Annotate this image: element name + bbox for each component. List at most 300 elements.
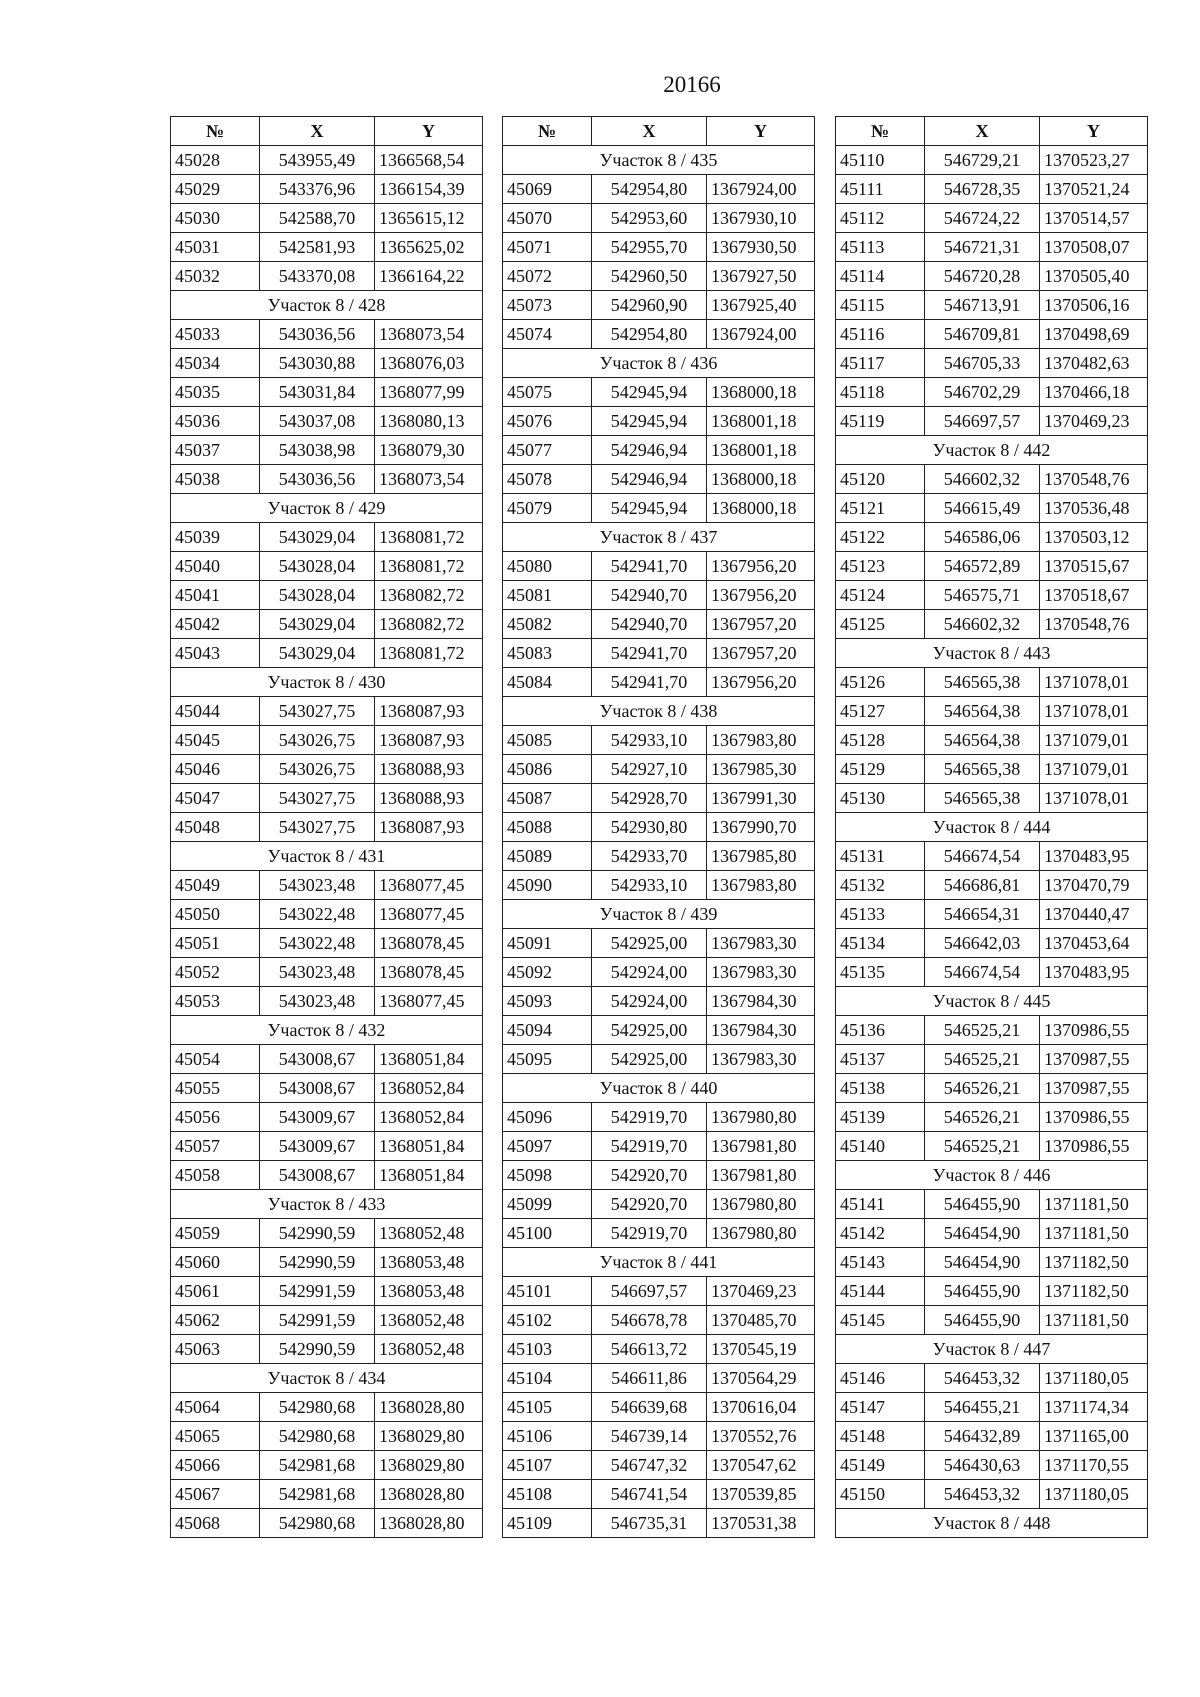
point-number-cell: 45113 bbox=[836, 233, 925, 262]
y-coordinate-cell: 1370531,38 bbox=[707, 1509, 815, 1538]
table-row bbox=[503, 262, 815, 291]
y-coordinate-cell: 1368001,18 bbox=[707, 436, 815, 465]
point-number-cell: 45063 bbox=[171, 1335, 260, 1364]
x-coordinate-cell: 542991,59 bbox=[260, 1277, 375, 1306]
x-coordinate-cell: 543028,04 bbox=[260, 581, 375, 610]
x-coordinate-cell: 543029,04 bbox=[260, 610, 375, 639]
x-coordinate-cell: 543036,56 bbox=[260, 320, 375, 349]
y-coordinate-cell: 1371181,50 bbox=[1040, 1190, 1148, 1219]
x-coordinate-cell: 546654,31 bbox=[925, 900, 1040, 929]
x-coordinate-cell: 543023,48 bbox=[260, 871, 375, 900]
x-coordinate-cell: 542933,70 bbox=[592, 842, 707, 871]
point-number-cell: 45072 bbox=[503, 262, 592, 291]
y-coordinate-cell: 1366568,54 bbox=[375, 146, 483, 175]
point-number-cell: 45145 bbox=[836, 1306, 925, 1335]
y-coordinate-cell: 1368028,80 bbox=[375, 1509, 483, 1538]
table-row bbox=[503, 1451, 815, 1480]
table-row bbox=[836, 1103, 1148, 1132]
table-row bbox=[171, 1132, 483, 1161]
table-row bbox=[836, 726, 1148, 755]
y-coordinate-cell: 1367957,20 bbox=[707, 639, 815, 668]
x-coordinate-cell: 546613,72 bbox=[592, 1335, 707, 1364]
point-number-cell: 45101 bbox=[503, 1277, 592, 1306]
table-row bbox=[171, 175, 483, 204]
x-coordinate-cell: 543009,67 bbox=[260, 1132, 375, 1161]
point-number-cell: 45033 bbox=[171, 320, 260, 349]
table-row bbox=[171, 1422, 483, 1451]
x-coordinate-cell: 542980,68 bbox=[260, 1393, 375, 1422]
table-row bbox=[171, 378, 483, 407]
x-coordinate-cell: 546525,21 bbox=[925, 1016, 1040, 1045]
x-coordinate-cell: 542919,70 bbox=[592, 1103, 707, 1132]
x-coordinate-cell: 546602,32 bbox=[925, 610, 1040, 639]
table-row bbox=[836, 523, 1148, 552]
x-coordinate-cell: 546713,91 bbox=[925, 291, 1040, 320]
table-row bbox=[836, 900, 1148, 929]
point-number-cell: 45110 bbox=[836, 146, 925, 175]
point-number-cell: 45131 bbox=[836, 842, 925, 871]
x-coordinate-cell: 546697,57 bbox=[925, 407, 1040, 436]
table-row bbox=[503, 291, 815, 320]
y-coordinate-cell: 1368088,93 bbox=[375, 755, 483, 784]
x-coordinate-cell: 542946,94 bbox=[592, 436, 707, 465]
point-number-cell: 45030 bbox=[171, 204, 260, 233]
table-row bbox=[171, 1045, 483, 1074]
point-number-cell: 45068 bbox=[171, 1509, 260, 1538]
table-row bbox=[171, 1074, 483, 1103]
point-number-cell: 45056 bbox=[171, 1103, 260, 1132]
y-coordinate-cell: 1371079,01 bbox=[1040, 726, 1148, 755]
table-row bbox=[503, 407, 815, 436]
x-coordinate-cell: 543008,67 bbox=[260, 1045, 375, 1074]
x-coordinate-cell: 546525,21 bbox=[925, 1132, 1040, 1161]
table-row bbox=[503, 1422, 815, 1451]
point-number-cell: 45111 bbox=[836, 175, 925, 204]
table-row bbox=[836, 320, 1148, 349]
x-coordinate-cell: 546572,89 bbox=[925, 552, 1040, 581]
point-number-cell: 45058 bbox=[171, 1161, 260, 1190]
table-row bbox=[171, 1277, 483, 1306]
section-label: Участок 8 / 443 bbox=[836, 639, 1148, 668]
x-coordinate-cell: 546455,21 bbox=[925, 1393, 1040, 1422]
table-row bbox=[503, 639, 815, 668]
point-number-cell: 45121 bbox=[836, 494, 925, 523]
x-coordinate-cell: 543026,75 bbox=[260, 755, 375, 784]
point-number-cell: 45040 bbox=[171, 552, 260, 581]
x-coordinate-cell: 542941,70 bbox=[592, 552, 707, 581]
table-body bbox=[171, 146, 483, 1538]
x-coordinate-cell: 543038,98 bbox=[260, 436, 375, 465]
table-row bbox=[836, 1451, 1148, 1480]
y-coordinate-cell: 1368053,48 bbox=[375, 1248, 483, 1277]
table-row bbox=[503, 1509, 815, 1538]
section-row bbox=[171, 1364, 483, 1393]
y-coordinate-cell: 1367983,80 bbox=[707, 871, 815, 900]
x-coordinate-cell: 542991,59 bbox=[260, 1306, 375, 1335]
point-number-cell: 45124 bbox=[836, 581, 925, 610]
point-number-cell: 45127 bbox=[836, 697, 925, 726]
table-row bbox=[503, 813, 815, 842]
y-coordinate-cell: 1365625,02 bbox=[375, 233, 483, 262]
point-number-cell: 45029 bbox=[171, 175, 260, 204]
section-row bbox=[503, 1074, 815, 1103]
section-label: Участок 8 / 432 bbox=[171, 1016, 483, 1045]
x-coordinate-cell: 546728,35 bbox=[925, 175, 1040, 204]
point-number-cell: 45089 bbox=[503, 842, 592, 871]
point-number-cell: 45093 bbox=[503, 987, 592, 1016]
header-y: Y bbox=[1040, 117, 1148, 146]
y-coordinate-cell: 1367930,50 bbox=[707, 233, 815, 262]
table-row bbox=[836, 581, 1148, 610]
y-coordinate-cell: 1367981,80 bbox=[707, 1132, 815, 1161]
y-coordinate-cell: 1367924,00 bbox=[707, 175, 815, 204]
table-row bbox=[503, 1393, 815, 1422]
x-coordinate-cell: 546642,03 bbox=[925, 929, 1040, 958]
x-coordinate-cell: 542928,70 bbox=[592, 784, 707, 813]
point-number-cell: 45028 bbox=[171, 146, 260, 175]
point-number-cell: 45064 bbox=[171, 1393, 260, 1422]
x-coordinate-cell: 546453,32 bbox=[925, 1364, 1040, 1393]
y-coordinate-cell: 1371182,50 bbox=[1040, 1277, 1148, 1306]
y-coordinate-cell: 1370485,70 bbox=[707, 1306, 815, 1335]
y-coordinate-cell: 1368081,72 bbox=[375, 639, 483, 668]
point-number-cell: 45037 bbox=[171, 436, 260, 465]
y-coordinate-cell: 1370986,55 bbox=[1040, 1016, 1148, 1045]
point-number-cell: 45086 bbox=[503, 755, 592, 784]
y-coordinate-cell: 1367983,30 bbox=[707, 958, 815, 987]
table-row bbox=[171, 349, 483, 378]
point-number-cell: 45046 bbox=[171, 755, 260, 784]
x-coordinate-cell: 542924,00 bbox=[592, 958, 707, 987]
y-coordinate-cell: 1368053,48 bbox=[375, 1277, 483, 1306]
table-row bbox=[503, 871, 815, 900]
x-coordinate-cell: 543023,48 bbox=[260, 987, 375, 1016]
y-coordinate-cell: 1368078,45 bbox=[375, 958, 483, 987]
y-coordinate-cell: 1368077,45 bbox=[375, 987, 483, 1016]
section-label: Участок 8 / 430 bbox=[171, 668, 483, 697]
x-coordinate-cell: 543036,56 bbox=[260, 465, 375, 494]
table-row bbox=[171, 813, 483, 842]
section-label: Участок 8 / 437 bbox=[503, 523, 815, 552]
table-row bbox=[836, 262, 1148, 291]
table-row bbox=[836, 1074, 1148, 1103]
table-row bbox=[171, 639, 483, 668]
point-number-cell: 45043 bbox=[171, 639, 260, 668]
point-number-cell: 45077 bbox=[503, 436, 592, 465]
point-number-cell: 45051 bbox=[171, 929, 260, 958]
page-number: 20166 bbox=[663, 72, 721, 97]
table-row bbox=[171, 523, 483, 552]
point-number-cell: 45136 bbox=[836, 1016, 925, 1045]
table-row bbox=[836, 349, 1148, 378]
point-number-cell: 45090 bbox=[503, 871, 592, 900]
y-coordinate-cell: 1371078,01 bbox=[1040, 697, 1148, 726]
y-coordinate-cell: 1368029,80 bbox=[375, 1451, 483, 1480]
point-number-cell: 45066 bbox=[171, 1451, 260, 1480]
x-coordinate-cell: 546430,63 bbox=[925, 1451, 1040, 1480]
point-number-cell: 45065 bbox=[171, 1422, 260, 1451]
point-number-cell: 45146 bbox=[836, 1364, 925, 1393]
table-row bbox=[503, 1306, 815, 1335]
y-coordinate-cell: 1370545,19 bbox=[707, 1335, 815, 1364]
y-coordinate-cell: 1368052,48 bbox=[375, 1335, 483, 1364]
table-row bbox=[503, 1277, 815, 1306]
section-label: Участок 8 / 431 bbox=[171, 842, 483, 871]
x-coordinate-cell: 543026,75 bbox=[260, 726, 375, 755]
y-coordinate-cell: 1366154,39 bbox=[375, 175, 483, 204]
y-coordinate-cell: 1370547,62 bbox=[707, 1451, 815, 1480]
x-coordinate-cell: 542920,70 bbox=[592, 1190, 707, 1219]
table-row bbox=[171, 1161, 483, 1190]
point-number-cell: 45125 bbox=[836, 610, 925, 639]
point-number-cell: 45144 bbox=[836, 1277, 925, 1306]
y-coordinate-cell: 1368077,99 bbox=[375, 378, 483, 407]
y-coordinate-cell: 1367956,20 bbox=[707, 668, 815, 697]
point-number-cell: 45048 bbox=[171, 813, 260, 842]
table-row bbox=[836, 1016, 1148, 1045]
table-row bbox=[503, 1132, 815, 1161]
table-row bbox=[171, 581, 483, 610]
y-coordinate-cell: 1370482,63 bbox=[1040, 349, 1148, 378]
point-number-cell: 45099 bbox=[503, 1190, 592, 1219]
table-row bbox=[171, 1509, 483, 1538]
x-coordinate-cell: 542927,10 bbox=[592, 755, 707, 784]
y-coordinate-cell: 1370469,23 bbox=[707, 1277, 815, 1306]
x-coordinate-cell: 542945,94 bbox=[592, 378, 707, 407]
y-coordinate-cell: 1370536,48 bbox=[1040, 494, 1148, 523]
coordinates-table-1 bbox=[170, 116, 483, 1538]
x-coordinate-cell: 542581,93 bbox=[260, 233, 375, 262]
point-number-cell: 45035 bbox=[171, 378, 260, 407]
point-number-cell: 45118 bbox=[836, 378, 925, 407]
y-coordinate-cell: 1370515,67 bbox=[1040, 552, 1148, 581]
y-coordinate-cell: 1368077,45 bbox=[375, 900, 483, 929]
table-row bbox=[503, 320, 815, 349]
point-number-cell: 45034 bbox=[171, 349, 260, 378]
y-coordinate-cell: 1371174,34 bbox=[1040, 1393, 1148, 1422]
y-coordinate-cell: 1370469,23 bbox=[1040, 407, 1148, 436]
x-coordinate-cell: 543376,96 bbox=[260, 175, 375, 204]
y-coordinate-cell: 1371181,50 bbox=[1040, 1306, 1148, 1335]
y-coordinate-cell: 1368000,18 bbox=[707, 378, 815, 407]
section-label: Участок 8 / 447 bbox=[836, 1335, 1148, 1364]
y-coordinate-cell: 1368078,45 bbox=[375, 929, 483, 958]
x-coordinate-cell: 546602,32 bbox=[925, 465, 1040, 494]
table-row bbox=[836, 494, 1148, 523]
y-coordinate-cell: 1370986,55 bbox=[1040, 1132, 1148, 1161]
table-row bbox=[836, 1219, 1148, 1248]
x-coordinate-cell: 546735,31 bbox=[592, 1509, 707, 1538]
table-row bbox=[171, 262, 483, 291]
table-row bbox=[171, 1103, 483, 1132]
section-row bbox=[171, 1016, 483, 1045]
x-coordinate-cell: 546724,22 bbox=[925, 204, 1040, 233]
y-coordinate-cell: 1368052,84 bbox=[375, 1074, 483, 1103]
table-row bbox=[836, 1190, 1148, 1219]
y-coordinate-cell: 1367930,10 bbox=[707, 204, 815, 233]
y-coordinate-cell: 1365615,12 bbox=[375, 204, 483, 233]
y-coordinate-cell: 1370616,04 bbox=[707, 1393, 815, 1422]
point-number-cell: 45149 bbox=[836, 1451, 925, 1480]
table-row bbox=[836, 378, 1148, 407]
x-coordinate-cell: 543008,67 bbox=[260, 1074, 375, 1103]
y-coordinate-cell: 1367985,30 bbox=[707, 755, 815, 784]
section-label: Участок 8 / 438 bbox=[503, 697, 815, 726]
table-row bbox=[171, 610, 483, 639]
y-coordinate-cell: 1368051,84 bbox=[375, 1161, 483, 1190]
x-coordinate-cell: 546639,68 bbox=[592, 1393, 707, 1422]
point-number-cell: 45135 bbox=[836, 958, 925, 987]
point-number-cell: 45045 bbox=[171, 726, 260, 755]
table-row bbox=[503, 552, 815, 581]
y-coordinate-cell: 1368001,18 bbox=[707, 407, 815, 436]
x-coordinate-cell: 543955,49 bbox=[260, 146, 375, 175]
point-number-cell: 45038 bbox=[171, 465, 260, 494]
table-row bbox=[171, 1480, 483, 1509]
point-number-cell: 45081 bbox=[503, 581, 592, 610]
x-coordinate-cell: 542945,94 bbox=[592, 494, 707, 523]
x-coordinate-cell: 546678,78 bbox=[592, 1306, 707, 1335]
x-coordinate-cell: 542925,00 bbox=[592, 1045, 707, 1074]
point-number-cell: 45123 bbox=[836, 552, 925, 581]
y-coordinate-cell: 1368079,30 bbox=[375, 436, 483, 465]
point-number-cell: 45117 bbox=[836, 349, 925, 378]
y-coordinate-cell: 1370483,95 bbox=[1040, 842, 1148, 871]
point-number-cell: 45119 bbox=[836, 407, 925, 436]
table-row bbox=[836, 291, 1148, 320]
point-number-cell: 45104 bbox=[503, 1364, 592, 1393]
table-row bbox=[503, 1190, 815, 1219]
point-number-cell: 45103 bbox=[503, 1335, 592, 1364]
x-coordinate-cell: 546729,21 bbox=[925, 146, 1040, 175]
header-row bbox=[836, 117, 1148, 146]
x-coordinate-cell: 542933,10 bbox=[592, 871, 707, 900]
table-row bbox=[171, 407, 483, 436]
point-number-cell: 45083 bbox=[503, 639, 592, 668]
table-row bbox=[171, 1335, 483, 1364]
x-coordinate-cell: 542990,59 bbox=[260, 1335, 375, 1364]
table-row bbox=[503, 668, 815, 697]
section-label: Участок 8 / 442 bbox=[836, 436, 1148, 465]
section-row bbox=[503, 146, 815, 175]
point-number-cell: 45052 bbox=[171, 958, 260, 987]
x-coordinate-cell: 542930,80 bbox=[592, 813, 707, 842]
table-row bbox=[836, 929, 1148, 958]
point-number-cell: 45096 bbox=[503, 1103, 592, 1132]
table-row bbox=[171, 233, 483, 262]
point-number-cell: 45150 bbox=[836, 1480, 925, 1509]
x-coordinate-cell: 542960,90 bbox=[592, 291, 707, 320]
y-coordinate-cell: 1367925,40 bbox=[707, 291, 815, 320]
table-row bbox=[836, 146, 1148, 175]
table-row bbox=[836, 407, 1148, 436]
table-row bbox=[503, 1045, 815, 1074]
x-coordinate-cell: 542933,10 bbox=[592, 726, 707, 755]
table-row bbox=[836, 204, 1148, 233]
x-coordinate-cell: 546697,57 bbox=[592, 1277, 707, 1306]
y-coordinate-cell: 1368052,84 bbox=[375, 1103, 483, 1132]
y-coordinate-cell: 1368028,80 bbox=[375, 1393, 483, 1422]
table-row bbox=[503, 929, 815, 958]
section-row bbox=[503, 697, 815, 726]
table-row bbox=[836, 784, 1148, 813]
point-number-cell: 45080 bbox=[503, 552, 592, 581]
x-coordinate-cell: 543022,48 bbox=[260, 929, 375, 958]
point-number-cell: 45054 bbox=[171, 1045, 260, 1074]
table-row bbox=[836, 697, 1148, 726]
y-coordinate-cell: 1368087,93 bbox=[375, 813, 483, 842]
x-coordinate-cell: 546686,81 bbox=[925, 871, 1040, 900]
x-coordinate-cell: 542960,50 bbox=[592, 262, 707, 291]
point-number-cell: 45084 bbox=[503, 668, 592, 697]
table-row bbox=[503, 436, 815, 465]
section-label: Участок 8 / 441 bbox=[503, 1248, 815, 1277]
point-number-cell: 45088 bbox=[503, 813, 592, 842]
point-number-cell: 45031 bbox=[171, 233, 260, 262]
point-number-cell: 45091 bbox=[503, 929, 592, 958]
point-number-cell: 45059 bbox=[171, 1219, 260, 1248]
y-coordinate-cell: 1370440,47 bbox=[1040, 900, 1148, 929]
x-coordinate-cell: 546565,38 bbox=[925, 668, 1040, 697]
section-row bbox=[171, 494, 483, 523]
point-number-cell: 45060 bbox=[171, 1248, 260, 1277]
table-row bbox=[171, 465, 483, 494]
y-coordinate-cell: 1368073,54 bbox=[375, 320, 483, 349]
y-coordinate-cell: 1367990,70 bbox=[707, 813, 815, 842]
table-row bbox=[171, 726, 483, 755]
table-row bbox=[836, 233, 1148, 262]
x-coordinate-cell: 542980,68 bbox=[260, 1422, 375, 1451]
y-coordinate-cell: 1368082,72 bbox=[375, 610, 483, 639]
point-number-cell: 45112 bbox=[836, 204, 925, 233]
point-number-cell: 45067 bbox=[171, 1480, 260, 1509]
y-coordinate-cell: 1368087,93 bbox=[375, 726, 483, 755]
table-row bbox=[503, 465, 815, 494]
table-row bbox=[171, 987, 483, 1016]
y-coordinate-cell: 1367983,30 bbox=[707, 929, 815, 958]
y-coordinate-cell: 1368088,93 bbox=[375, 784, 483, 813]
table-row bbox=[171, 436, 483, 465]
y-coordinate-cell: 1371180,05 bbox=[1040, 1364, 1148, 1393]
y-coordinate-cell: 1368051,84 bbox=[375, 1045, 483, 1074]
y-coordinate-cell: 1370470,79 bbox=[1040, 871, 1148, 900]
point-number-cell: 45082 bbox=[503, 610, 592, 639]
table-row bbox=[503, 958, 815, 987]
point-number-cell: 45075 bbox=[503, 378, 592, 407]
y-coordinate-cell: 1368080,13 bbox=[375, 407, 483, 436]
table-row bbox=[836, 552, 1148, 581]
table-row bbox=[503, 204, 815, 233]
section-label: Участок 8 / 428 bbox=[171, 291, 483, 320]
x-coordinate-cell: 546564,38 bbox=[925, 726, 1040, 755]
section-row bbox=[836, 987, 1148, 1016]
x-coordinate-cell: 543031,84 bbox=[260, 378, 375, 407]
point-number-cell: 45047 bbox=[171, 784, 260, 813]
y-coordinate-cell: 1368000,18 bbox=[707, 465, 815, 494]
section-row bbox=[836, 813, 1148, 842]
x-coordinate-cell: 542990,59 bbox=[260, 1248, 375, 1277]
y-coordinate-cell: 1371078,01 bbox=[1040, 784, 1148, 813]
table-row bbox=[836, 668, 1148, 697]
table-row bbox=[171, 871, 483, 900]
x-coordinate-cell: 542940,70 bbox=[592, 581, 707, 610]
y-coordinate-cell: 1371165,00 bbox=[1040, 1422, 1148, 1451]
table-row bbox=[171, 1393, 483, 1422]
table-row bbox=[836, 1277, 1148, 1306]
x-coordinate-cell: 546709,81 bbox=[925, 320, 1040, 349]
x-coordinate-cell: 542941,70 bbox=[592, 639, 707, 668]
table-row bbox=[836, 1422, 1148, 1451]
